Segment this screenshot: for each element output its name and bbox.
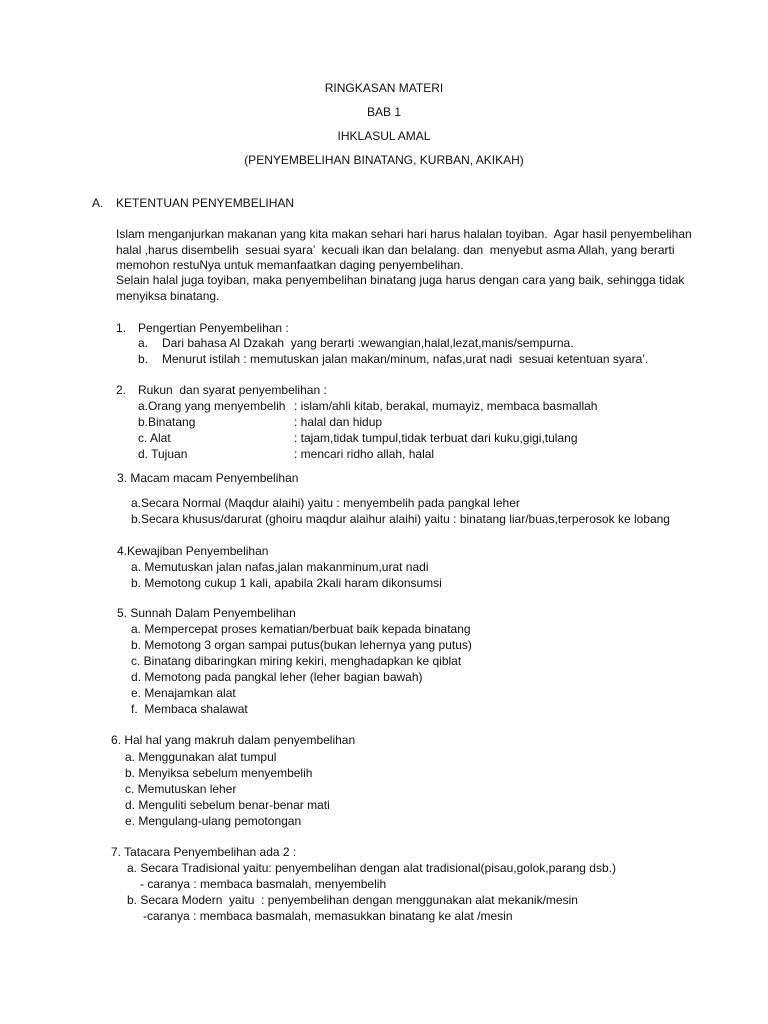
section-1-number: 1.: [116, 321, 127, 335]
intro-line: menyiksa binatang.: [116, 289, 220, 303]
list-item: c. Memutuskan leher: [125, 782, 237, 796]
list-item-detail: - caranya : membaca basmalah, menyembelih: [140, 877, 387, 891]
list-item: e. Mengulang-ulang pemotongan: [125, 814, 302, 828]
list-item: Menurut istilah : memutuskan jalan makan/minum, nafas,urat nadi sesuai ketentuan syara’.: [162, 352, 649, 366]
section-6-heading: 6. Hal hal yang makruh dalam penyembelihan: [111, 733, 356, 747]
section-7-heading: 7. Tatacara Penyembelihan ada 2 :: [111, 845, 297, 859]
list-item: e. Menajamkan alat: [131, 686, 236, 700]
list-item: a.Secara Normal (Maqdur alaihi) yaitu : menyembelih pada pangkal leher: [131, 496, 520, 510]
list-item: b. Secara Modern yaitu : penyembelihan dengan menggunakan alat mekanik/mesin: [127, 893, 578, 907]
section-2-heading: Rukun dan syarat penyembelihan :: [138, 383, 327, 397]
intro-line: Selain halal juga toyiban, maka penyembelihan binatang juga harus dengan cara yang baik, sehingga tidak: [116, 273, 685, 287]
requirement-label: c. Alat: [138, 431, 171, 445]
list-item: Dari bahasa Al Dzakah yang berarti :wewangian,halal,lezat,manis/sempurna.: [162, 336, 574, 350]
section-a-heading: KETENTUAN PENYEMBELIHAN: [116, 196, 295, 210]
intro-line: Islam menganjurkan makanan yang kita makan sehari hari harus halalan toyiban. Agar hasil penyembelihan: [116, 227, 692, 241]
list-item: b. Memotong cukup 1 kali, apabila 2kali haram dikonsumsi: [131, 576, 442, 590]
list-item: a. Memutuskan jalan nafas,jalan makanminum,urat nadi: [131, 560, 429, 574]
subject-title: IHKLASUL AMAL: [337, 129, 431, 143]
list-item: a. Menggunakan alat tumpul: [125, 750, 277, 764]
list-item: b. Menyiksa sebelum menyembelih: [125, 766, 313, 780]
requirement-label: a.Orang yang menyembelih: [138, 399, 286, 413]
list-item: a. Mempercepat proses kematian/berbuat baik kepada binatang: [131, 622, 471, 636]
list-item-marker: b.: [138, 352, 149, 366]
chapter-label: BAB 1: [366, 105, 402, 119]
section-a-marker: A.: [92, 196, 104, 210]
section-1-heading: Pengertian Penyembelihan :: [138, 321, 289, 335]
list-item: d. Memotong pada pangkal leher (leher bagian bawah): [131, 670, 423, 684]
section-4-heading: 4.Kewajiban Penyembelihan: [117, 544, 269, 558]
list-item: f. Membaca shalawat: [131, 702, 248, 716]
requirement-label: b.Binatang: [138, 415, 196, 429]
intro-line: memohon restuNya untuk memanfaatkan daging penyembelihan.: [116, 258, 464, 272]
intro-line: halal ,harus disembelih sesuai syara’ kecuali ikan dan belalang. dan menyebut asma Allah, yang berarti: [116, 243, 675, 257]
list-item: d. Menguliti sebelum benar-benar mati: [125, 798, 330, 812]
list-item: c. Binatang dibaringkan miring kekiri, menghadapkan ke qiblat: [131, 654, 462, 668]
requirement-value: : tajam,tidak tumpul,tidak terbuat dari kuku,gigi,tulang: [294, 431, 578, 445]
list-item: b. Memotong 3 organ sampai putus(bukan lehernya yang putus): [131, 638, 472, 652]
section-3-heading: 3. Macam macam Penyembelihan: [117, 471, 299, 485]
document-title: RINGKASAN MATERI: [324, 81, 444, 95]
requirement-value: : mencari ridho allah, halal: [294, 447, 435, 461]
document-subtitle: (PENYEMBELIHAN BINATANG, KURBAN, AKIKAH): [244, 153, 524, 167]
requirement-value: : islam/ahli kitab, berakal, mumayiz, membaca basmallah: [294, 399, 598, 413]
section-5-heading: 5. Sunnah Dalam Penyembelihan: [117, 606, 296, 620]
list-item-marker: a.: [138, 336, 149, 350]
list-item-detail: -caranya : membaca basmalah, memasukkan binatang ke alat /mesin: [143, 909, 513, 923]
requirement-label: d. Tujuan: [138, 447, 188, 461]
list-item: a. Secara Tradisional yaitu: penyembelihan dengan alat tradisional(pisau,golok,parang dsb.): [127, 861, 616, 875]
requirement-value: : halal dan hidup: [294, 415, 383, 429]
section-2-number: 2.: [116, 383, 127, 397]
list-item: b.Secara khusus/darurat (ghoiru maqdur alaihur alaihi) yaitu : binatang liar/buas,terperosok ke lobang: [131, 512, 670, 526]
